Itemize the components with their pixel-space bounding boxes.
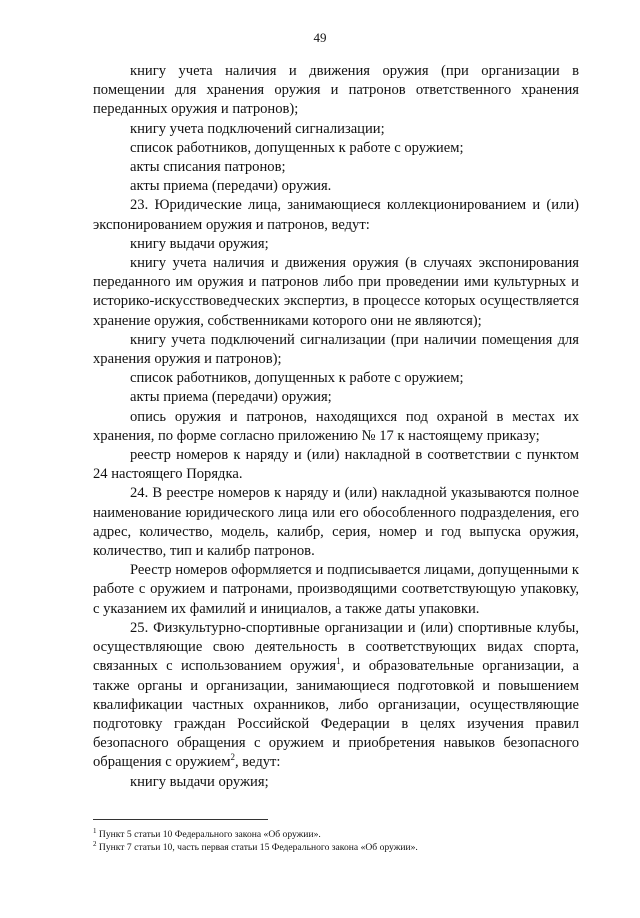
paragraph: книгу учета подключений сигнализации; [130, 120, 385, 137]
paragraph: книгу учета наличия и движения оружия (при организации в помещении для хранения оружия и патронов ответственного хранения переданных оружия и патронов); [93, 63, 579, 118]
paragraph-23: 23. Юридические лица, занимающиеся коллекционированием и (или) экспонированием оружия и патронов, ведут: [93, 197, 579, 233]
paragraph: книгу выдачи оружия; [130, 773, 269, 790]
footnote-mark: 2 [93, 839, 97, 848]
paragraph: акты приема (передачи) оружия. [130, 178, 332, 195]
footnote-ref-2[interactable]: 2 [230, 752, 235, 763]
paragraph-25 [93, 619, 579, 773]
paragraph: акты приема (передачи) оружия; [130, 389, 332, 406]
paragraph-24: 24. В реестре номеров к наряду и (или) накладной указываются полное наименование юридического лица или его обособленного подразделения, его адрес, количество, модель, калибр, серия, номер и год выпуска оружия, количество, тип и калибр патронов. [93, 485, 579, 560]
paragraph: книгу выдачи оружия; [130, 235, 269, 252]
footnote-separator [93, 819, 268, 820]
paragraph: акты списания патронов; [130, 159, 286, 176]
paragraph-25-part3: , ведут: [234, 754, 281, 771]
paragraph-25-part1: 25. Физкультурно-спортивные организации и (или) спортивные клубы, осуществляющие свою деятельность в соответствующих видах спорта, связанных с использованием оружия [93, 619, 579, 675]
paragraph: Реестр номеров оформляется и подписывается лицами, допущенными к работе с оружием и патронами, производящими соответствующую упаковку, с указанием их фамилий и инициалов, а также даты упаковки. [93, 562, 579, 617]
footnote-mark: 1 [93, 826, 97, 835]
paragraph: список работников, допущенных к работе с оружием; [130, 139, 464, 156]
body-text [93, 62, 579, 792]
footnote-2 [93, 839, 579, 855]
footnote-1 [93, 826, 579, 842]
paragraph: книгу учета наличия и движения оружия (в случаях экспонирования переданного им оружия и патронов либо при проведении ими культурных и историко-искусствоведческих экспертиз, в процессе которых осуществляется хранение оружия, собственниками которого они не являются); [93, 255, 579, 329]
footnote-text: Пункт 5 статьи 10 Федерального закона «Об оружии». [96, 829, 321, 840]
page-number: 49 [313, 30, 327, 45]
footnote-text: Пункт 7 статьи 10, часть первая статьи 15 Федерального закона «Об оружии». [96, 841, 418, 853]
footnote-ref-1[interactable]: 1 [336, 656, 341, 667]
paragraph: опись оружия и патронов, находящихся под охраной в местах их хранения, по форме согласно приложению № 17 к настоящему приказу; [93, 408, 579, 444]
paragraph: реестр номеров к наряду и (или) накладной в соответствии с пунктом 24 настоящего Порядка. [93, 447, 579, 483]
paragraph: список работников, допущенных к работе с оружием; [130, 370, 464, 387]
paragraph: книгу учета подключений сигнализации (при наличии помещения для хранения оружия и патронов); [93, 331, 579, 368]
paragraph-25-part2: , и образовательные организации, а также органы и организации, занимающиеся подготовкой и повышением квалификации частных охранников, либо организации, осуществляющие подготовку граждан Российской Федерации в целях изучения правил безопасного обращения с оружием и приобретения навыков безопасного обращения с оружием [93, 658, 580, 771]
footnotes [93, 826, 579, 854]
